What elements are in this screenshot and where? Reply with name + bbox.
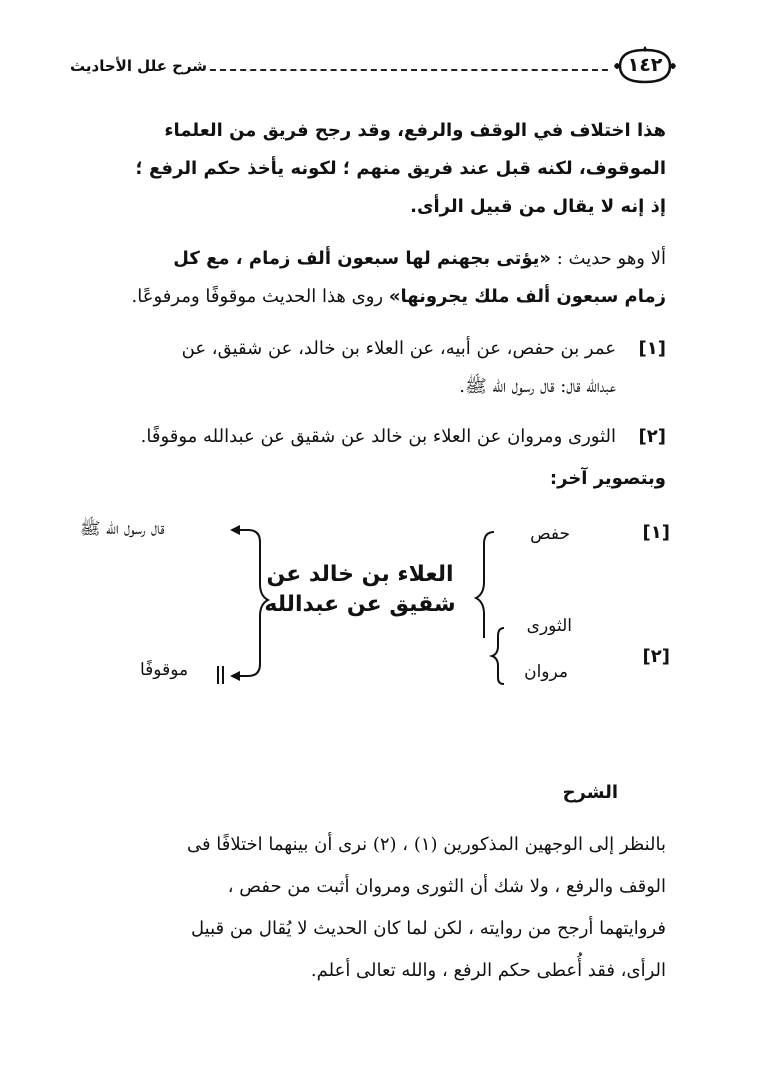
narrator-thawri: الثورى (526, 616, 572, 636)
diagram-label-1: [١] (642, 522, 670, 543)
diagram-label-2: [٢] (642, 646, 670, 667)
page-header (70, 44, 678, 90)
item-number: [٢] (638, 426, 666, 447)
sharh-line: فروايتهما أرجح من روايته ، لكن لما كان الحديث لا يُقال من قبيل (191, 918, 666, 939)
sharh-line: بالنظر إلى الوجهين المذكورين (١) ، (٢) نرى أن بينهما اختلافًا فى (186, 834, 666, 855)
hadith-paragraph (72, 240, 666, 316)
item-number: [١] (638, 338, 666, 359)
arrow-icon (230, 525, 240, 535)
hadith-prefix: ألا وهو حديث : (551, 248, 666, 269)
intro-line: الموقوف، لكنه قبل عند فريق منهم ؛ لكونه يأخذ حكم الرفع ؛ (135, 158, 666, 179)
hadith-quote: «يؤتى بجهنم لها سبعون ألف زمام ، مع كل (173, 248, 552, 269)
item-line: الثورى ومروان عن العلاء بن خالد عن شقيق عن عبدالله موقوفًا. (140, 426, 616, 447)
alt-heading: وبتصوير آخر: (549, 468, 666, 489)
sub-brace (492, 628, 504, 684)
arrow-icon (230, 671, 240, 681)
sharh-heading: الشرح (562, 782, 618, 803)
page-number-badge (612, 44, 678, 88)
common-chain-line: العلاء بن خالد عن (266, 562, 454, 587)
page-number: ١٤٢ (627, 54, 663, 76)
left-group-brace (476, 532, 494, 638)
item-text (72, 330, 616, 406)
common-chain-line: شقيق عن عبدالله (264, 592, 456, 617)
common-chain (260, 560, 460, 620)
item-text (72, 418, 616, 456)
outcome-marfu: قال رسول الله ﷺ (80, 519, 165, 539)
outcome-mawquf: موقوفًا (140, 660, 189, 680)
hadith-line-1 (72, 240, 666, 278)
narrator-marwan: مروان (524, 662, 568, 682)
intro-line: إذ إنه لا يقال من قبيل الرأى. (410, 196, 666, 217)
item-line: عبدالله قال: قال رسول الله ﷺ. (459, 376, 616, 397)
sharh-line: الوقف والرفع ، ولا شك أن الثورى ومروان أثبت من حفص ، (227, 876, 666, 897)
header-divider (210, 69, 608, 71)
hadith-quote-end: زمام سبعون ألف ملك يجرونها» (388, 286, 666, 307)
hadith-line-2 (72, 278, 666, 316)
running-title: شرح علل الأحاديث (70, 57, 208, 75)
intro-line: هذا اختلاف في الوقف والرفع، وقد رجح فريق من العلماء (164, 120, 666, 141)
intro-paragraph (72, 112, 666, 226)
sharh-line: الرأى، فقد أُعطى حكم الرفع ، والله تعالى أعلم. (310, 960, 666, 981)
item-line: عمر بن حفص، عن أبيه، عن العلاء بن خالد، عن شقيق، عن (181, 338, 616, 359)
hadith-note: روى هذا الحديث موقوفًا ومرفوعًا. (131, 286, 389, 307)
narrator-hafs: حفص (530, 524, 570, 544)
isnad-diagram (60, 508, 700, 698)
sharh-paragraph (72, 824, 666, 992)
